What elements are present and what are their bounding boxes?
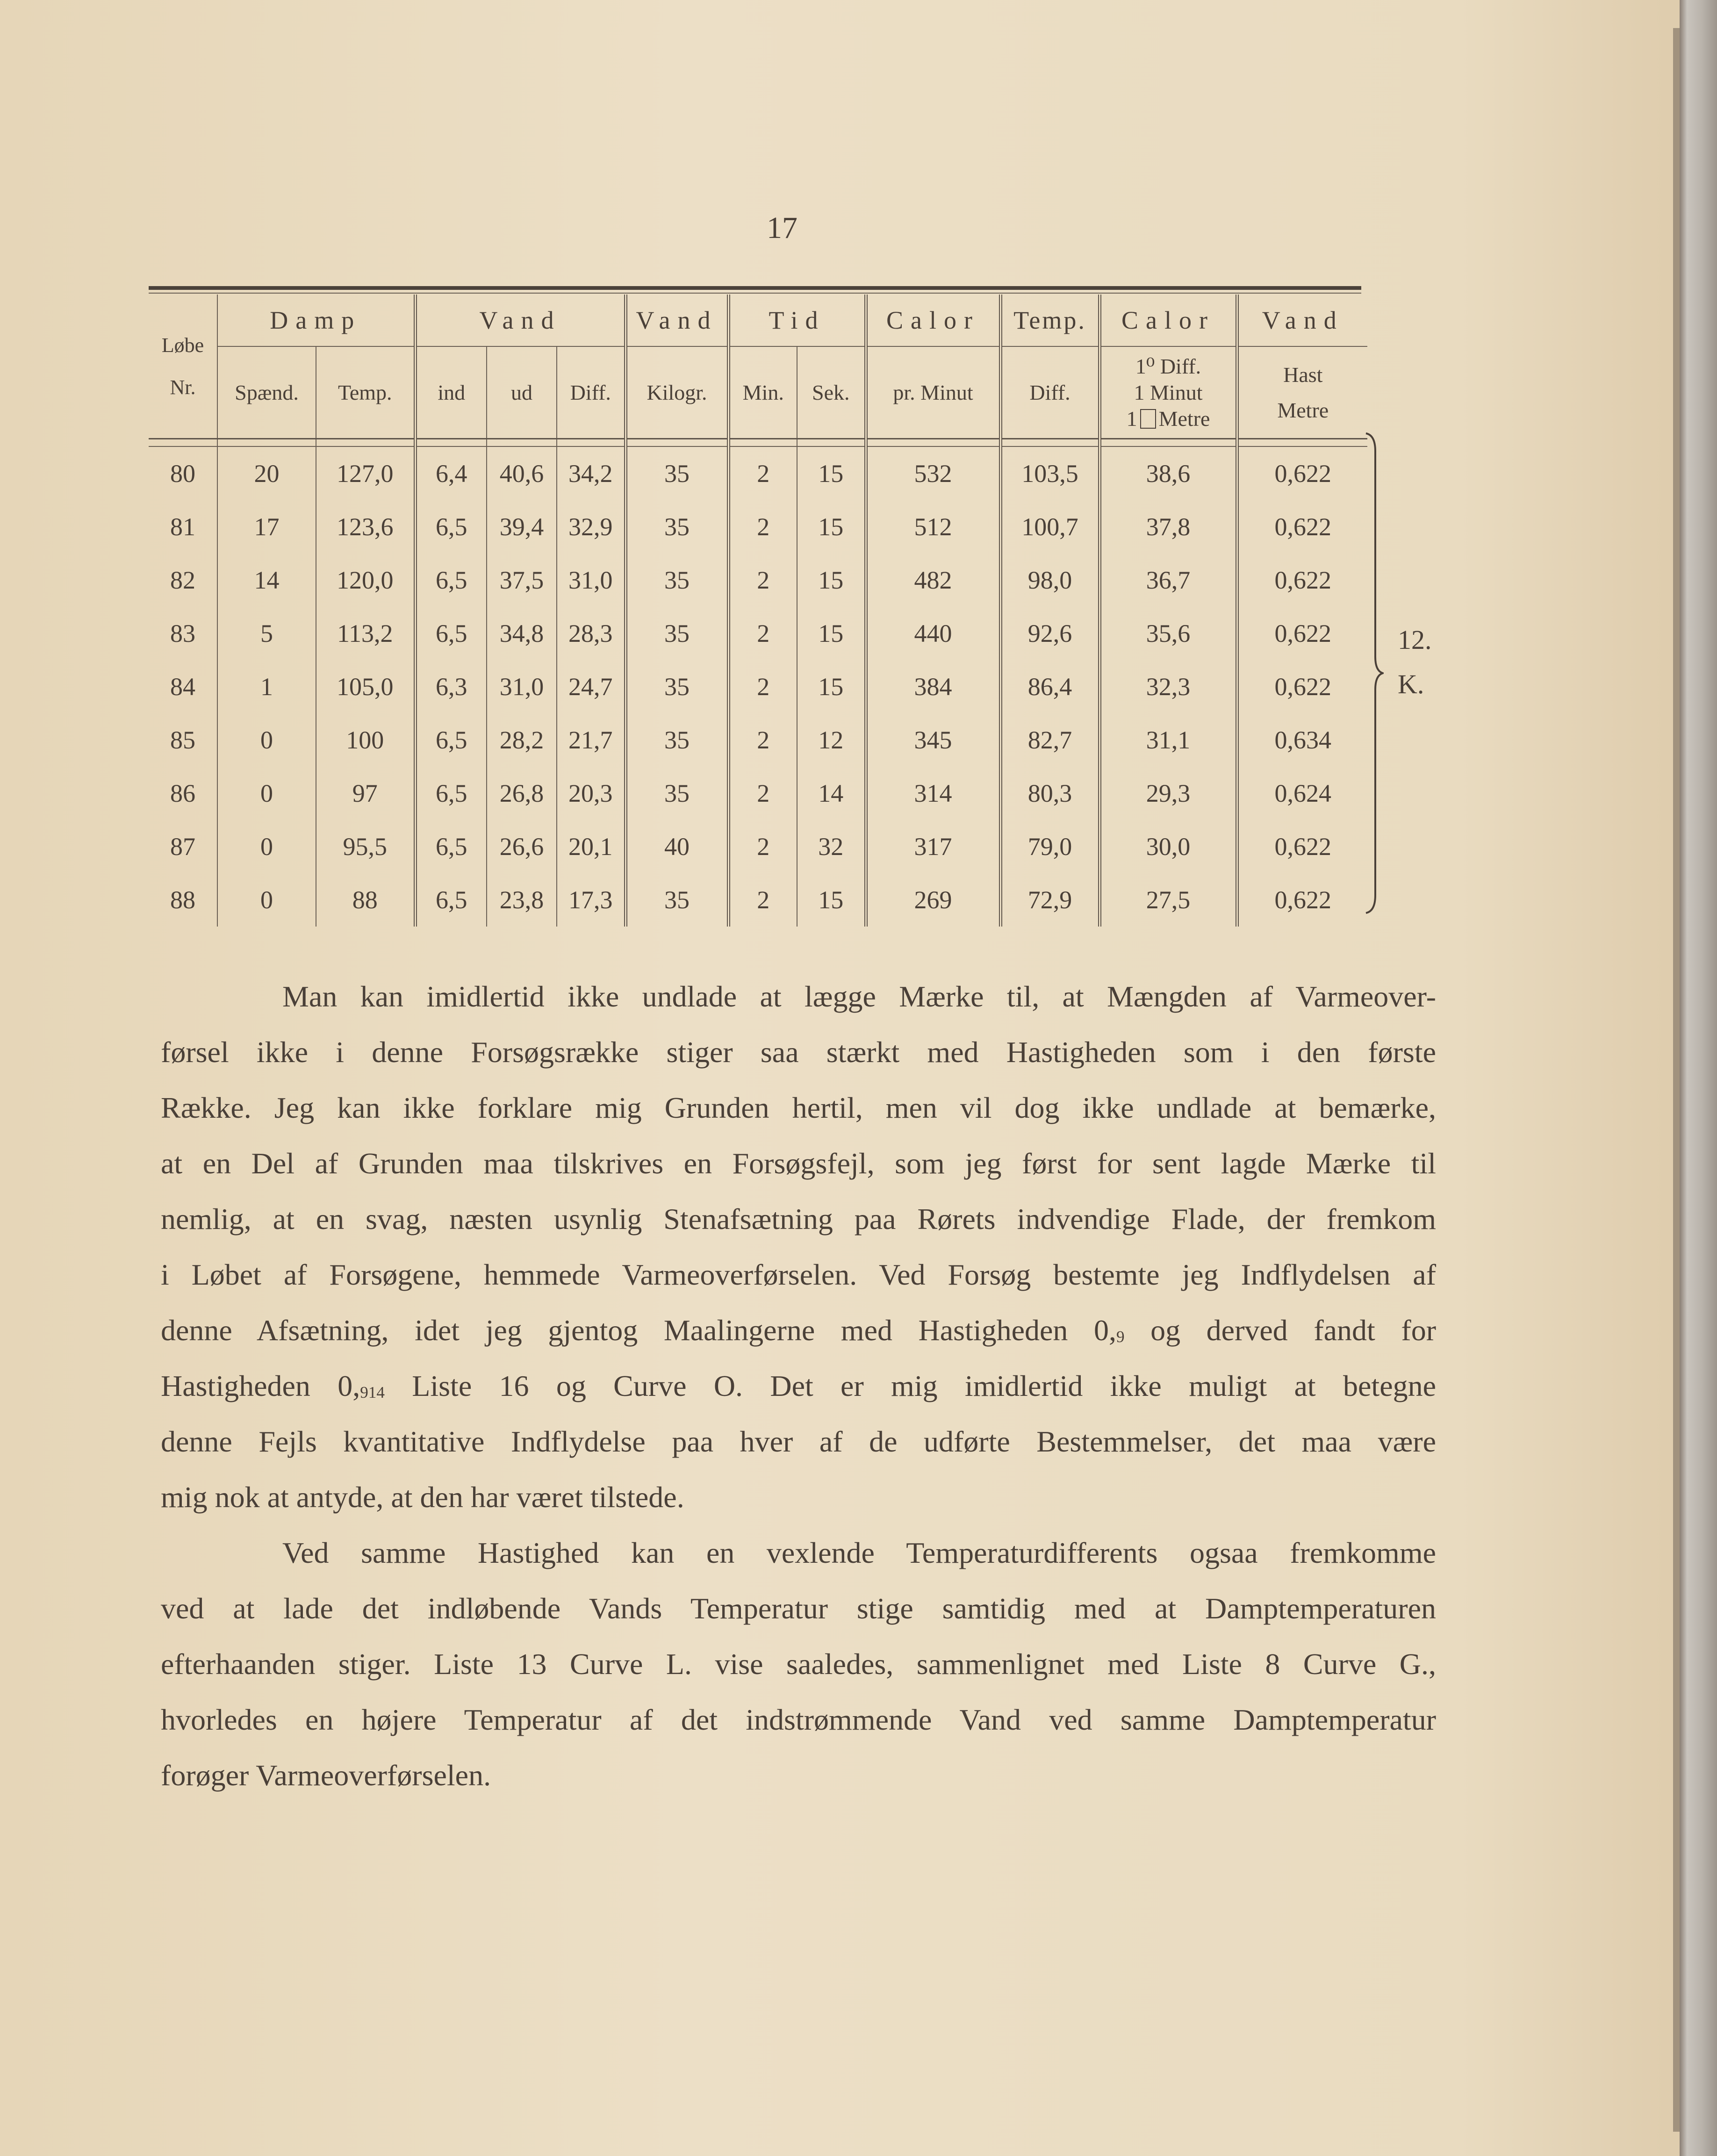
header-lobe-nr	[149, 295, 217, 439]
cell-calor-pr-minut: 317	[866, 820, 1000, 873]
cell-vand-kilogr: 35	[625, 713, 728, 767]
cell-vand-diff: 17,3	[557, 873, 625, 927]
text-line: at en Del af Grunden maa tilskrives en Forsøgsfejl, som jeg først for sent lagde Mærke til	[161, 1147, 1436, 1180]
calor-unit-metre: Metre	[1158, 406, 1210, 431]
text-line: nemlig, at en svag, næsten usynlig Stenafsætning paa Rørets indvendige Flade, der fremkom	[161, 1202, 1436, 1236]
cell-tid-min: 2	[728, 500, 797, 553]
header-spaend: Spænd.	[217, 346, 316, 439]
cell-vand-diff: 34,2	[557, 446, 625, 500]
paragraph-1	[161, 969, 1436, 1525]
cell-lobe-nr: 80	[149, 446, 217, 500]
cell-tid-sek: 14	[797, 767, 866, 820]
cell-vand-kilogr: 35	[625, 660, 728, 713]
text-line: førsel ikke i denne Forsøgsrække stiger saa stærkt med Hastigheden som i den første	[161, 1035, 1436, 1069]
table-top-rule	[149, 286, 1361, 290]
cell-vand-ind: 6,5	[415, 767, 487, 820]
table-row	[149, 446, 1367, 500]
cell-damp-temp: 97	[316, 767, 415, 820]
cell-vand-diff: 20,1	[557, 820, 625, 873]
text-line: Ved samme Hastighed kan en vexlende Temperaturdifferents ogsaa fremkomme	[282, 1536, 1436, 1569]
header-separator	[149, 439, 1367, 447]
cell-vand-hast: 0,622	[1274, 833, 1332, 861]
cell-lobe-nr: 83	[149, 607, 217, 660]
square-symbol-icon	[1140, 409, 1156, 429]
header-lobe: Løbe	[161, 333, 204, 357]
cell-vand-kilogr: 35	[625, 553, 728, 607]
group-label-letter: K.	[1398, 669, 1424, 699]
table-top-rule-thin	[149, 293, 1361, 294]
header-tid: Tid	[728, 295, 866, 346]
cell-damp-spaend: 0	[217, 820, 316, 873]
cell-temp-diff: 86,4	[1000, 660, 1099, 713]
header-damp: Damp	[217, 295, 415, 346]
cell-calor-specific: 38,6	[1099, 446, 1237, 500]
cell-calor-specific: 31,1	[1099, 713, 1237, 767]
cell-vand-hast: 0,624	[1274, 779, 1332, 807]
text-line: Hastigheden $0,_{914}$ Liste 16 og Curve O. Det er mig imidlertid ikke muligt at betegne	[161, 1369, 1437, 1402]
cell-temp-diff: 82,7	[1000, 713, 1099, 767]
cell-tid-min: 2	[728, 553, 797, 607]
cell-damp-temp: 88	[316, 873, 415, 927]
cell-damp-temp: 120,0	[316, 553, 415, 607]
cell-vand-diff: 31,0	[557, 553, 625, 607]
cell-lobe-nr: 86	[149, 767, 217, 820]
cell-vand-kilogr: 35	[625, 873, 728, 927]
cell-lobe-nr: 82	[149, 553, 217, 607]
cell-damp-temp: 100	[316, 713, 415, 767]
cell-temp-diff: 92,6	[1000, 607, 1099, 660]
cell-vand-diff: 24,7	[557, 660, 625, 713]
table-row	[149, 767, 1367, 820]
header-hast-metre	[1237, 346, 1367, 439]
cell-lobe-nr: 88	[149, 873, 217, 927]
header-ind: ind	[415, 346, 487, 439]
cell-vand-diff: 21,7	[557, 713, 625, 767]
cell-damp-temp: 113,2	[316, 607, 415, 660]
cell-vand-diff: 32,9	[557, 500, 625, 553]
cell-vand-ind: 6,5	[415, 873, 487, 927]
text-line: hvorledes en højere Temperatur af det indstrømmende Vand ved samme Damptemperatur	[161, 1703, 1436, 1736]
cell-vand-kilogr: 35	[625, 767, 728, 820]
header-row-units	[149, 346, 1367, 439]
calor-unit-line2: 1 Minut	[1134, 380, 1203, 404]
header-metre: Metre	[1277, 398, 1329, 422]
cell-damp-spaend: 20	[217, 446, 316, 500]
cell-vand-ind: 6,5	[415, 820, 487, 873]
cell-damp-spaend: 0	[217, 873, 316, 927]
cell-vand-ud: 23,8	[487, 873, 557, 927]
header-vand-speed: Vand	[1237, 295, 1367, 346]
cell-tid-min: 2	[728, 660, 797, 713]
table-row	[149, 820, 1367, 873]
cell-calor-specific: 27,5	[1099, 873, 1237, 927]
table-row	[149, 607, 1367, 660]
cell-tid-min: 2	[728, 767, 797, 820]
cell-calor-pr-minut: 314	[866, 767, 1000, 820]
page-number: 17	[767, 211, 797, 245]
table-row	[149, 500, 1367, 553]
cell-tid-min: 2	[728, 446, 797, 500]
cell-damp-spaend: 14	[217, 553, 316, 607]
cell-vand-ud: 37,5	[487, 553, 557, 607]
cell-vand-ud: 31,0	[487, 660, 557, 713]
cell-vand-hast: 0,622	[1274, 886, 1332, 914]
cell-vand-ud: 28,2	[487, 713, 557, 767]
header-nr: Nr.	[170, 375, 196, 399]
cell-vand-ind: 6,5	[415, 607, 487, 660]
table-row	[149, 660, 1367, 713]
text-line: Man kan imidlertid ikke undlade at lægge Mærke til, at Mængden af Varmeover-	[282, 980, 1436, 1013]
cell-vand-kilogr: 40	[625, 820, 728, 873]
binding-shadow	[1673, 28, 1680, 2132]
text-line: i Løbet af Forsøgene, hemmede Varmeoverførselen. Ved Forsøg bestemte jeg Indflydelsen af	[161, 1258, 1436, 1291]
cell-tid-sek: 32	[797, 820, 866, 873]
cell-vand-hast: 0,622	[1274, 566, 1332, 594]
cell-calor-pr-minut: 384	[866, 660, 1000, 713]
cell-damp-spaend: 0	[217, 767, 316, 820]
header-ud: ud	[487, 346, 557, 439]
cell-tid-sek: 15	[797, 873, 866, 927]
cell-temp-diff: 79,0	[1000, 820, 1099, 873]
cell-calor-specific: 32,3	[1099, 660, 1237, 713]
calor-unit-line1: 1⁰ Diff.	[1135, 354, 1201, 378]
cell-damp-spaend: 5	[217, 607, 316, 660]
cell-tid-min: 2	[728, 873, 797, 927]
header-temp-diff: Diff.	[1000, 346, 1099, 439]
text-line: denne Afsætning, idet jeg gjentog Maalingerne med Hastigheden $0,_9$ og derved fandt for	[161, 1314, 1436, 1347]
cell-damp-temp: 123,6	[316, 500, 415, 553]
header-calor-specific: Calor	[1099, 295, 1237, 346]
cell-vand-hast: 0,622	[1274, 460, 1332, 488]
cell-vand-ind: 6,3	[415, 660, 487, 713]
cell-calor-pr-minut: 512	[866, 500, 1000, 553]
cell-damp-temp: 95,5	[316, 820, 415, 873]
cell-lobe-nr: 84	[149, 660, 217, 713]
header-calor-unit	[1099, 346, 1237, 439]
text-line: efterhaanden stiger. Liste 13 Curve L. vise saaledes, sammenlignet med Liste 8 Curve G.,	[161, 1647, 1436, 1681]
cell-calor-pr-minut: 482	[866, 553, 1000, 607]
cell-vand-kilogr: 35	[625, 607, 728, 660]
cell-vand-ud: 34,8	[487, 607, 557, 660]
cell-calor-pr-minut: 440	[866, 607, 1000, 660]
cell-calor-specific: 29,3	[1099, 767, 1237, 820]
group-label-number: 12.	[1398, 625, 1432, 655]
cell-vand-hast: 0,622	[1274, 673, 1332, 701]
text-line: mig nok at antyde, at den har været tilstede.	[161, 1480, 684, 1514]
cell-tid-sek: 15	[797, 660, 866, 713]
calor-unit-one: 1	[1126, 406, 1137, 431]
cell-vand-ind: 6,4	[415, 446, 487, 500]
cell-calor-specific: 36,7	[1099, 553, 1237, 607]
table-row	[149, 873, 1367, 927]
cell-lobe-nr: 81	[149, 500, 217, 553]
cell-vand-kilogr: 35	[625, 500, 728, 553]
cell-damp-temp: 127,0	[316, 446, 415, 500]
cell-temp-diff: 72,9	[1000, 873, 1099, 927]
measurement-table	[149, 295, 1367, 927]
header-vand: Vand	[415, 295, 625, 346]
cell-tid-min: 2	[728, 607, 797, 660]
text-line: forøger Varmeoverførselen.	[161, 1759, 491, 1792]
cell-tid-min: 2	[728, 713, 797, 767]
header-temp: Temp.	[1000, 295, 1099, 346]
cell-calor-specific: 35,6	[1099, 607, 1237, 660]
cell-calor-pr-minut: 345	[866, 713, 1000, 767]
text-line: Række. Jeg kan ikke forklare mig Grunden hertil, men vil dog ikke undlade at bemærke,	[161, 1091, 1436, 1124]
cell-vand-hast: 0,622	[1274, 619, 1332, 647]
cell-vand-ud: 26,6	[487, 820, 557, 873]
cell-tid-sek: 15	[797, 607, 866, 660]
cell-vand-hast: 0,622	[1274, 513, 1332, 541]
header-row-groups	[149, 295, 1367, 346]
cell-lobe-nr: 85	[149, 713, 217, 767]
book-edge	[1680, 0, 1717, 2156]
header-kilogr: Kilogr.	[625, 346, 728, 439]
cell-tid-sek: 12	[797, 713, 866, 767]
header-hast: Hast	[1283, 362, 1323, 387]
calor-unit-line3	[1101, 406, 1236, 432]
right-brace-icon	[1365, 432, 1384, 914]
cell-damp-spaend: 17	[217, 500, 316, 553]
text-line: denne Fejls kvantitative Indflydelse paa hver af de udførte Bestemmelser, det maa være	[161, 1425, 1436, 1458]
cell-damp-temp: 105,0	[316, 660, 415, 713]
header-calor: Calor	[866, 295, 1000, 346]
cell-damp-spaend: 1	[217, 660, 316, 713]
cell-calor-pr-minut: 532	[866, 446, 1000, 500]
cell-tid-sek: 15	[797, 446, 866, 500]
cell-vand-kilogr: 35	[625, 446, 728, 500]
header-min: Min.	[728, 346, 797, 439]
header-sek: Sek.	[797, 346, 866, 439]
table-row	[149, 553, 1367, 607]
cell-tid-sek: 15	[797, 500, 866, 553]
header-damp-temp: Temp.	[316, 346, 415, 439]
cell-vand-ind: 6,5	[415, 713, 487, 767]
cell-vand-ud: 40,6	[487, 446, 557, 500]
cell-tid-min: 2	[728, 820, 797, 873]
cell-lobe-nr: 87	[149, 820, 217, 873]
header-vand-mass: Vand	[625, 295, 728, 346]
cell-vand-ud: 39,4	[487, 500, 557, 553]
cell-calor-specific: 30,0	[1099, 820, 1237, 873]
cell-damp-spaend: 0	[217, 713, 316, 767]
cell-vand-ud: 26,8	[487, 767, 557, 820]
paragraph-2	[161, 1525, 1436, 1803]
table-row	[149, 713, 1367, 767]
cell-temp-diff: 98,0	[1000, 553, 1099, 607]
cell-temp-diff: 80,3	[1000, 767, 1099, 820]
cell-temp-diff: 100,7	[1000, 500, 1099, 553]
cell-calor-pr-minut: 269	[866, 873, 1000, 927]
header-pr-minut: pr. Minut	[866, 346, 1000, 439]
cell-vand-hast: 0,634	[1274, 726, 1332, 754]
cell-vand-diff: 28,3	[557, 607, 625, 660]
header-diff: Diff.	[557, 346, 625, 439]
cell-vand-ind: 6,5	[415, 500, 487, 553]
cell-calor-specific: 37,8	[1099, 500, 1237, 553]
cell-tid-sek: 15	[797, 553, 866, 607]
cell-vand-ind: 6,5	[415, 553, 487, 607]
text-line: ved at lade det indløbende Vands Temperatur stige samtidig med at Damptemperaturen	[161, 1592, 1436, 1625]
cell-vand-diff: 20,3	[557, 767, 625, 820]
cell-temp-diff: 103,5	[1000, 446, 1099, 500]
